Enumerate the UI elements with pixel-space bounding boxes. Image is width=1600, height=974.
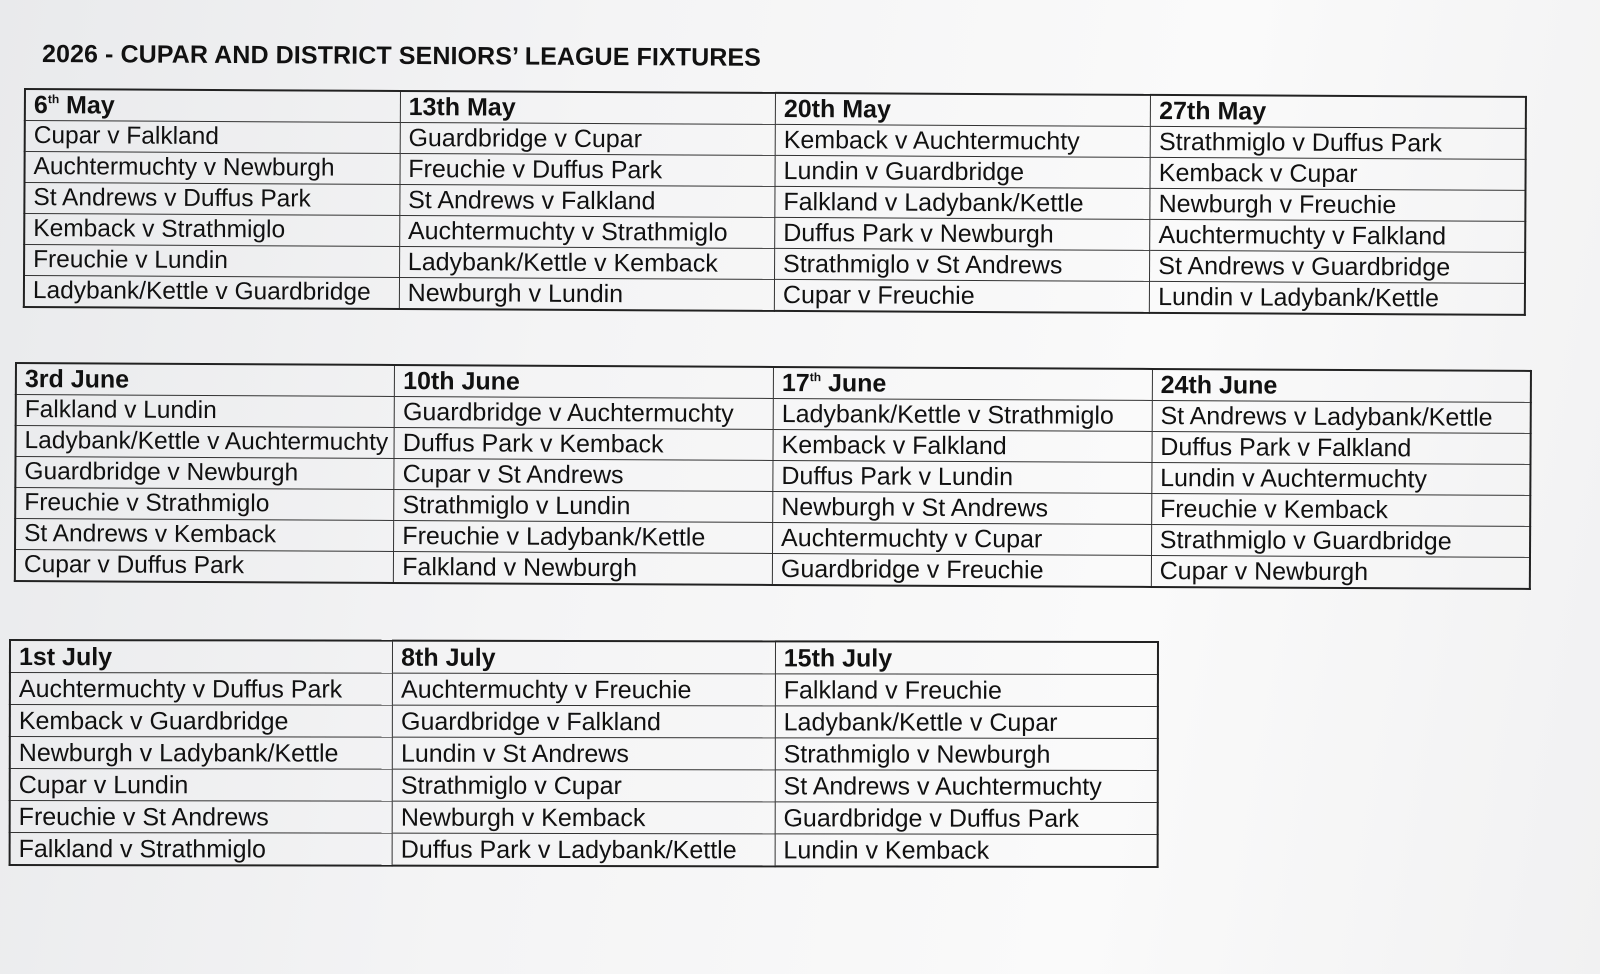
fixture-cell: Duffus Park v Newburgh (775, 217, 1150, 250)
fixture-cell: Falkland v Newburgh (394, 551, 773, 584)
date-day: 8th (401, 643, 439, 672)
fixture-cell: Guardbridge v Newburgh (15, 457, 394, 490)
date-header (393, 641, 776, 674)
fixture-cell: Guardbridge v Cupar (400, 122, 775, 155)
fixture-cell: Lundin v St Andrews (392, 737, 775, 770)
table-row (10, 705, 1158, 739)
date-header (775, 641, 1158, 674)
fixture-cell: Newburgh v Lundin (399, 277, 774, 310)
fixture-cell: St Andrews v Falkland (400, 184, 775, 217)
date-day: 27th (1159, 96, 1211, 126)
fixture-cell: Auchtermuchty v Newburgh (25, 152, 400, 185)
fixture-cell: Freuchie v St Andrews (10, 801, 393, 834)
fixture-cell: Lundin v Kemback (775, 834, 1158, 867)
fixture-cell: St Andrews v Kemback (15, 519, 394, 552)
date-header (16, 363, 395, 396)
fixture-cell: Newburgh v Freuchie (1150, 188, 1525, 221)
table-row (10, 833, 1158, 868)
fixture-cell: Newburgh v Ladybank/Kettle (10, 737, 393, 770)
date-header (400, 91, 775, 124)
date-month: May (842, 95, 891, 124)
fixture-cell: Ladybank/Kettle v Auchtermuchty (16, 426, 395, 459)
date-header (1151, 95, 1526, 128)
fixture-cell: Cupar v Lundin (10, 769, 393, 802)
fixture-cell: Auchtermuchty v Cupar (773, 522, 1152, 555)
fixture-cell: Auchtermuchty v Freuchie (393, 673, 776, 706)
date-month: July (842, 643, 893, 673)
date-day: 17 (781, 369, 810, 398)
fixture-cell: Lundin v Guardbridge (775, 155, 1150, 188)
fixture-cell: Strathmiglo v Lundin (394, 489, 773, 522)
fixture-cell: Kemback v Auchtermuchty (775, 124, 1150, 157)
fixture-cell: Auchtermuchty v Duffus Park (10, 673, 393, 706)
fixture-cell: Freuchie v Strathmiglo (15, 488, 394, 521)
date-month: May (1217, 97, 1267, 126)
fixture-cell: Guardbridge v Auchtermuchty (394, 396, 773, 429)
date-header (10, 640, 393, 673)
fixture-cell: Strathmiglo v Guardbridge (1151, 524, 1530, 557)
fixture-cell: Lundin v Auchtermuchty (1152, 462, 1531, 495)
fixture-cell: Auchtermuchty v Strathmiglo (399, 215, 774, 248)
table-row (10, 769, 1158, 803)
fixture-cell: Freuchie v Ladybank/Kettle (394, 520, 773, 553)
date-header (773, 367, 1152, 400)
fixture-cell: Kemback v Strathmiglo (24, 214, 399, 247)
fixture-cell: Cupar v Duffus Park (15, 550, 394, 583)
fixture-cell: Ladybank/Kettle v Guardbridge (24, 276, 399, 309)
date-month: May (66, 91, 115, 120)
date-suffix: th (47, 92, 60, 107)
date-day: 24th (1160, 370, 1213, 400)
date-day: 20th (783, 94, 836, 124)
fixture-cell: Strathmiglo v Newburgh (775, 738, 1158, 771)
date-month: May (466, 93, 516, 122)
fixture-cell: Kemback v Cupar (1150, 157, 1525, 190)
fixture-cell: Ladybank/Kettle v Kemback (399, 246, 774, 279)
fixture-cell: Duffus Park v Falkland (1152, 431, 1531, 464)
fixture-cell: Cupar v Freuchie (774, 279, 1149, 312)
fixture-cell: Newburgh v Kemback (392, 801, 775, 834)
fixture-cell: Duffus Park v Kemback (394, 427, 773, 460)
fixture-cell: Cupar v Falkland (25, 121, 400, 154)
fixture-cell: St Andrews v Duffus Park (24, 183, 399, 216)
fixture-cell: Guardbridge v Freuchie (772, 553, 1151, 586)
fixture-cell: Kemback v Guardbridge (10, 705, 393, 738)
fixture-cell: Newburgh v St Andrews (773, 491, 1152, 524)
date-day: 6 (33, 91, 48, 120)
date-month: June (1218, 371, 1278, 400)
fixture-cell: Duffus Park v Ladybank/Kettle (392, 833, 775, 866)
fixture-cell: Ladybank/Kettle v Strathmiglo (773, 398, 1152, 431)
fixture-cell: St Andrews v Guardbridge (1150, 250, 1525, 283)
date-header (395, 365, 774, 398)
fixture-cell: Falkland v Strathmiglo (10, 833, 393, 866)
fixture-cell: Strathmiglo v Cupar (392, 769, 775, 802)
date-header (775, 93, 1150, 126)
date-header (25, 89, 400, 122)
date-month: June (70, 365, 130, 394)
fixture-cell: Guardbridge v Falkland (392, 705, 775, 738)
fixture-cell: Ladybank/Kettle v Cupar (775, 706, 1158, 739)
fixture-cell: Auchtermuchty v Falkland (1150, 219, 1525, 252)
table-row (10, 673, 1158, 707)
fixture-cell: Cupar v St Andrews (394, 458, 773, 491)
fixture-cell: Strathmiglo v St Andrews (775, 248, 1150, 281)
fixture-cell: Kemback v Falkland (773, 429, 1152, 462)
date-day: 3rd (24, 365, 64, 394)
fixture-cell: Strathmiglo v Duffus Park (1150, 126, 1525, 159)
date-day: 13th (408, 93, 461, 122)
fixtures-table-may (23, 88, 1527, 316)
document-title: 2026 - CUPAR AND DISTRICT SENIORS’ LEAGUE FIXTURES (41, 40, 762, 72)
date-month: June (827, 369, 887, 398)
fixture-cell: Cupar v Newburgh (1151, 555, 1530, 588)
fixture-cell: Duffus Park v Lundin (773, 460, 1152, 493)
date-day: 15th (783, 643, 836, 672)
date-month: June (461, 367, 520, 396)
date-month: July (445, 643, 496, 672)
fixtures-table-june (14, 362, 1532, 590)
fixture-cell: St Andrews v Auchtermuchty (775, 770, 1158, 803)
fixture-cell: Guardbridge v Duffus Park (775, 802, 1158, 835)
date-month: July (62, 642, 113, 671)
header-row (10, 640, 1158, 675)
fixtures-table-july (9, 639, 1159, 868)
fixture-cell: Falkland v Ladybank/Kettle (775, 186, 1150, 219)
date-header (1152, 369, 1531, 402)
fixture-cell: Falkland v Freuchie (775, 674, 1158, 707)
fixture-cell: Freuchie v Kemback (1151, 493, 1530, 526)
fixture-cell: Falkland v Lundin (16, 395, 395, 428)
fixture-cell: Lundin v Ladybank/Kettle (1150, 281, 1525, 314)
fixture-cell: St Andrews v Ladybank/Kettle (1152, 400, 1531, 433)
date-suffix: th (809, 370, 822, 385)
fixture-cell: Freuchie v Lundin (24, 245, 399, 278)
table-row (10, 801, 1158, 835)
fixture-cell: Freuchie v Duffus Park (400, 153, 775, 186)
date-day: 1st (18, 642, 56, 671)
table-row (10, 737, 1158, 771)
date-day: 10th (403, 367, 455, 396)
